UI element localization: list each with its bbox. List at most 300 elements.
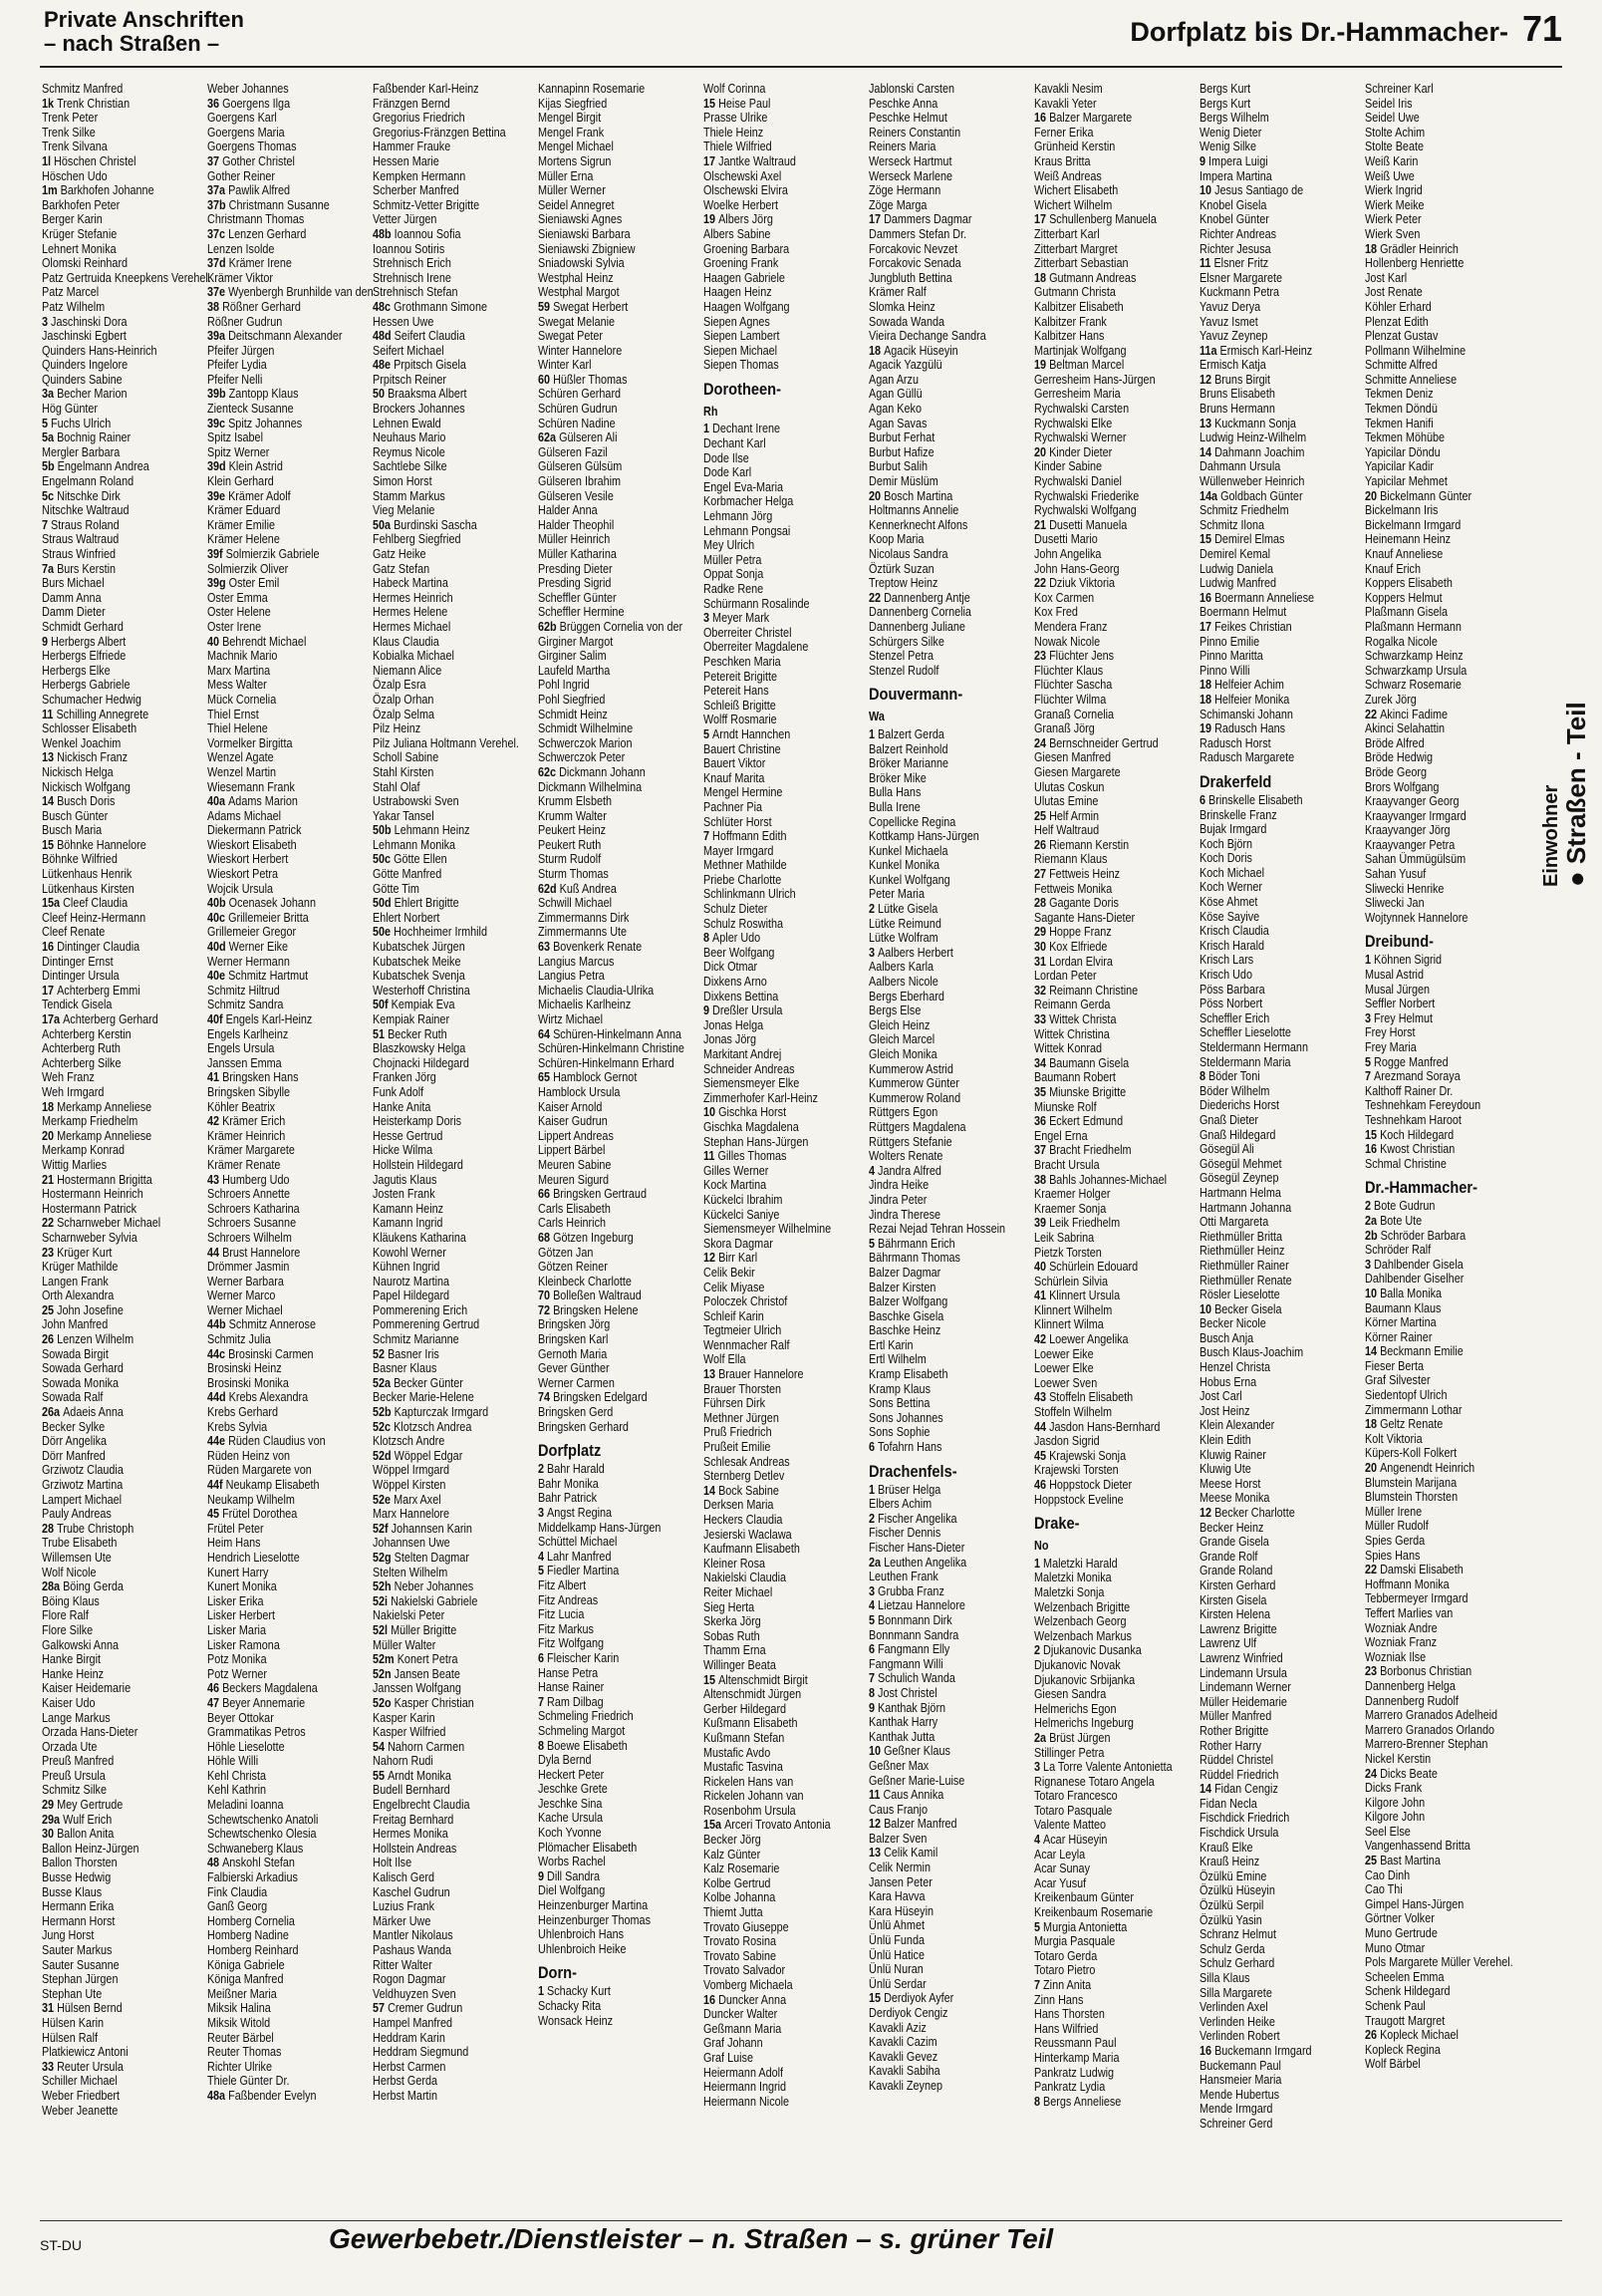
resident-entry: Wolf Corinna	[703, 82, 766, 96]
resident-entry: Schmitz Sandra	[207, 998, 284, 1012]
resident-entry: Merkamp Konrad	[42, 1143, 126, 1158]
resident-entry	[1365, 1199, 1497, 1214]
resident-entry	[373, 518, 505, 533]
resident-entry: Nickisch Helga	[42, 764, 114, 779]
resident-name: Bringsken Helene	[553, 1302, 639, 1317]
resident-entry: Pankratz Lydia	[1034, 2080, 1106, 2095]
resident-name: Trube Christoph	[57, 1521, 134, 1536]
resident-entry: Tekmen Hanifi	[1365, 416, 1434, 430]
resident-entry: Flüchter Sascha	[1034, 678, 1113, 693]
house-number: 18	[1200, 678, 1215, 693]
resident-entry	[1365, 1461, 1497, 1476]
resident-entry: Zimmermann Lothar	[1365, 1402, 1463, 1417]
house-number: 43	[207, 1172, 223, 1187]
resident-name: Basner Iris	[388, 1346, 439, 1361]
resident-entry	[1365, 708, 1497, 722]
house-number: 40	[207, 634, 223, 649]
resident-entry: Carls Heinrich	[538, 1216, 607, 1231]
resident-entry: Kummerow Astrid	[869, 1061, 953, 1076]
resident-entry: Laufeld Martha	[538, 663, 611, 678]
resident-entry: Weiß Karin	[1365, 153, 1419, 168]
resident-entry: Fitz Markus	[538, 1621, 594, 1636]
resident-name: Dahmann Joachim	[1214, 444, 1305, 459]
resident-entry: Murgia Pasquale	[1034, 1934, 1116, 1949]
resident-entry: Homberg Nadine	[207, 1928, 289, 1943]
resident-entry: Kußmann Stefan	[703, 1730, 785, 1745]
resident-entry	[869, 902, 1001, 917]
resident-entry: Müller Heinrich	[538, 532, 611, 547]
resident-entry: Kraayvanger Georg	[1365, 794, 1460, 809]
resident-entry: Kubatschek Meike	[373, 954, 461, 969]
resident-entry	[42, 387, 174, 402]
resident-entry: Schreiner Gerd	[1200, 2116, 1273, 2131]
resident-name: Balzer Margarete	[1049, 111, 1133, 126]
resident-entry: Siepen Agnes	[703, 314, 770, 329]
resident-entry	[703, 829, 836, 844]
resident-name: Bickelmann Günter	[1380, 488, 1472, 503]
resident-entry: Wenzel Martin	[207, 764, 277, 779]
house-number: 52d	[373, 1448, 395, 1463]
resident-entry: Gnaß Hildegard	[1200, 1127, 1276, 1142]
resident-entry: Geßmann Maria	[703, 2021, 782, 2036]
house-number: 52b	[373, 1405, 395, 1420]
resident-entry: Kara Hüseyin	[869, 1903, 934, 1918]
resident-entry: Mey Ulrich	[703, 538, 755, 553]
resident-entry: Köhler Erhard	[1365, 299, 1432, 314]
resident-entry: Zimmermanns Ute	[538, 925, 628, 940]
resident-entry: Haagen Gabriele	[703, 270, 785, 285]
resident-entry: Schroers Annette	[207, 1187, 291, 1202]
resident-name: Kuß Andrea	[559, 881, 617, 896]
resident-entry: Blumstein Marijana	[1365, 1475, 1458, 1490]
resident-entry: Pruß Friedrich	[703, 1425, 772, 1440]
resident-name: Demirel Elmas	[1214, 532, 1285, 547]
resident-entry: Schranz Helmut	[1200, 1927, 1277, 1942]
resident-entry	[42, 1798, 174, 1813]
house-number: 11	[703, 1149, 718, 1164]
resident-entry: Henzel Christa	[1200, 1360, 1271, 1375]
resident-entry: Dannenberg Helga	[1365, 1678, 1456, 1693]
resident-entry: Kehl Christa	[207, 1768, 267, 1783]
resident-entry: Patz Wilhelm	[42, 299, 106, 314]
resident-entry	[207, 794, 340, 809]
resident-name: Kanthak Björn	[878, 1700, 946, 1715]
resident-name: Caus Annika	[883, 1788, 944, 1803]
resident-entry: Gleich Heinz	[869, 1017, 931, 1032]
house-number: 20	[1365, 1461, 1381, 1476]
resident-entry: Zöge Marga	[869, 197, 928, 212]
resident-name: Murgia Antonietta	[1043, 1919, 1128, 1934]
house-number: 57	[373, 2001, 389, 2016]
resident-name: Schüren-Hinkelmann Anna	[553, 1026, 681, 1041]
house-number: 11a	[1200, 343, 1220, 358]
resident-name: Maletzki Harald	[1043, 1556, 1118, 1571]
resident-entry: Prasse Ulrike	[703, 111, 768, 126]
resident-entry: Luzius Frank	[373, 1899, 435, 1914]
resident-entry: Mengel Michael	[538, 140, 614, 154]
resident-entry: Fitz Wolfgang	[538, 1636, 605, 1651]
resident-entry: Bergs Eberhard	[869, 989, 944, 1004]
house-number: 17	[1200, 619, 1215, 634]
resident-entry: Bringsken Gerd	[538, 1405, 614, 1420]
house-number: 13	[869, 1846, 885, 1861]
resident-entry: Schwarz Rosemarie	[1365, 678, 1462, 693]
resident-entry: Halder Theophil	[538, 517, 615, 532]
resident-entry: Wittek Christina	[1034, 1026, 1110, 1041]
resident-entry	[869, 1788, 1001, 1803]
resident-entry: Kunkel Monika	[869, 858, 940, 873]
resident-entry: Engels Ursula	[207, 1041, 275, 1056]
resident-name: Impera Luigi	[1208, 153, 1268, 168]
resident-entry: Hermes Michael	[373, 619, 451, 634]
resident-entry: Müller Katharina	[538, 547, 617, 561]
resident-entry	[1200, 489, 1332, 504]
resident-entry: Prpitsch Reiner	[373, 372, 447, 387]
resident-entry: Kalz Rosemarie	[703, 1862, 780, 1876]
house-number: 52m	[373, 1652, 398, 1667]
resident-name: Brust Hannelore	[222, 1245, 301, 1260]
resident-name: Arezmand Soraya	[1374, 1069, 1461, 1084]
resident-entry: Schmitz Ilona	[1200, 517, 1265, 532]
resident-entry: Sagante Hans-Dieter	[1034, 910, 1136, 925]
resident-entry	[703, 1673, 836, 1688]
resident-entry: Yavuz Derya	[1200, 299, 1261, 314]
resident-name: Altenschmidt Birgit	[718, 1672, 808, 1687]
resident-entry: Derdiyok Cengiz	[869, 2006, 948, 2020]
resident-entry: Dörr Manfred	[42, 1448, 106, 1463]
resident-entry: Tekmen Deniz	[1365, 387, 1434, 402]
resident-entry: Gösegül Zeynep	[1200, 1171, 1279, 1186]
resident-entry: Wolters Renate	[869, 1149, 943, 1164]
resident-entry: Weiß Uwe	[1365, 168, 1415, 183]
resident-name: Heise Paul	[718, 96, 771, 111]
resident-entry: Lippert Andreas	[538, 1128, 614, 1143]
resident-entry	[869, 1164, 1001, 1179]
resident-name: Lahr Manfred	[547, 1549, 612, 1564]
resident-name: Dicks Beate	[1380, 1766, 1438, 1781]
resident-entry	[42, 315, 174, 330]
resident-entry: Schüren-Hinkelmann Erhard	[538, 1055, 674, 1070]
street-heading: Dorotheen-	[703, 379, 781, 399]
resident-entry: Gülseren Vesile	[538, 488, 614, 503]
resident-entry: Bonnmann Sandra	[869, 1627, 959, 1642]
house-number: 2	[1034, 1643, 1044, 1658]
resident-entry	[42, 183, 174, 198]
resident-entry: Thiele Heinz	[703, 125, 764, 140]
house-number: 39a	[207, 329, 229, 344]
header-section-title	[44, 8, 244, 56]
resident-entry: Bauert Christine	[703, 741, 781, 756]
resident-entry	[207, 911, 340, 926]
resident-entry: Scheffler Günter	[538, 590, 617, 605]
resident-entry: Sturm Rudolf	[538, 852, 602, 867]
resident-entry: Plenzat Gustav	[1365, 329, 1439, 344]
resident-entry: Marrero-Brenner Stephan	[1365, 1737, 1488, 1752]
resident-entry: Führsen Dirk	[703, 1396, 766, 1411]
resident-entry: Hollstein Hildegard	[373, 1157, 463, 1172]
resident-entry: Richter Jesusa	[1200, 241, 1271, 256]
resident-entry: Kluwig Ute	[1200, 1462, 1251, 1477]
house-number: 44c	[207, 1346, 229, 1361]
resident-entry: Kuckmann Petra	[1200, 285, 1280, 300]
resident-entry: Schlosser Elisabeth	[42, 721, 137, 736]
resident-entry: Altenschmidt Jürgen	[703, 1687, 802, 1702]
resident-entry: Stillinger Petra	[1034, 1745, 1105, 1760]
resident-entry: Weber Jeanette	[42, 2103, 119, 2118]
resident-name: Brüst Jürgen	[1049, 1730, 1111, 1745]
resident-name: Fleischer Karin	[547, 1650, 620, 1665]
resident-entry: Rüden Heinz von	[207, 1448, 291, 1463]
resident-entry	[1200, 183, 1332, 198]
resident-entry: Thamm Erna	[703, 1643, 766, 1658]
resident-name: Eckert Edmund	[1049, 1114, 1124, 1129]
resident-entry	[1034, 649, 1167, 664]
resident-entry: Blumstein Thorsten	[1365, 1490, 1459, 1505]
resident-entry	[1034, 955, 1167, 970]
house-number: 6	[869, 1642, 879, 1657]
resident-name: Bracht Friedhelm	[1049, 1143, 1132, 1158]
resident-entry: Potz Monika	[207, 1652, 267, 1667]
resident-entry: Flüchter Wilma	[1034, 692, 1107, 707]
resident-entry: Kijas Siegfried	[538, 96, 608, 111]
resident-entry: Meuren Sabine	[538, 1157, 612, 1172]
resident-entry	[373, 2001, 505, 2016]
resident-entry: Pommerening Gertrud	[373, 1317, 480, 1332]
resident-name: Anskohl Stefan	[222, 1856, 295, 1870]
resident-entry: Diekermann Patrick	[207, 823, 302, 838]
resident-entry: Sieniawski Zbigniew	[538, 241, 636, 256]
resident-entry: Strehnisch Erich	[373, 256, 451, 271]
resident-entry: Olschewski Axel	[703, 168, 782, 183]
resident-entry: Yapicilar Mehmet	[1365, 474, 1448, 489]
resident-entry: Frütel Peter	[207, 1521, 264, 1536]
resident-entry: Mengel Frank	[538, 125, 605, 140]
resident-entry: Schreiner Karl	[1365, 82, 1434, 96]
resident-entry: Bulla Irene	[869, 799, 921, 814]
resident-entry: Albers Sabine	[703, 226, 771, 241]
resident-entry: Kraayvanger Petra	[1365, 837, 1456, 852]
resident-entry: Lindemann Ursula	[1200, 1665, 1287, 1680]
resident-name: Hochheimer Irmhild	[394, 925, 487, 940]
resident-entry: Wichert Wilhelm	[1034, 197, 1113, 212]
resident-entry	[1034, 940, 1167, 955]
resident-entry: Fangmann Willi	[869, 1656, 943, 1671]
resident-entry	[1200, 1506, 1332, 1521]
resident-entry: Dintinger Ursula	[42, 969, 120, 984]
resident-entry: Bahr Monika	[538, 1476, 599, 1491]
resident-name: Köhnen Sigrid	[1374, 953, 1443, 968]
resident-entry	[1034, 809, 1167, 824]
resident-name: Swegat Herbert	[553, 299, 629, 314]
resident-entry	[1200, 620, 1332, 635]
resident-entry	[1034, 896, 1167, 911]
resident-entry	[703, 1484, 836, 1499]
house-number: 29	[42, 1798, 58, 1813]
resident-entry: Ulutas Emine	[1034, 794, 1099, 809]
resident-entry: Kanthak Harry	[869, 1715, 938, 1730]
resident-entry: Hamblock Ursula	[538, 1084, 621, 1099]
resident-entry	[1365, 489, 1497, 504]
resident-entry: Ludwig Heinz-Wilhelm	[1200, 430, 1307, 445]
resident-entry: Haagen Wolfgang	[703, 299, 790, 314]
resident-entry: Jaschinski Egbert	[42, 329, 127, 344]
resident-entry: Kanthak Jutta	[869, 1729, 935, 1744]
resident-entry: Sowada Birgit	[42, 1346, 109, 1361]
resident-entry: Wozniak Franz	[1365, 1635, 1438, 1650]
resident-entry: Schulz Gerhard	[1200, 1956, 1275, 1971]
resident-entry: Schenk Hildegard	[1365, 1984, 1451, 1999]
resident-name: Borbonus Christian	[1380, 1664, 1472, 1679]
resident-entry	[703, 611, 836, 626]
resident-entry: Dörr Angelika	[42, 1434, 108, 1449]
resident-entry: Krämer Viktor	[207, 270, 274, 285]
house-number: 13	[1200, 416, 1215, 430]
resident-entry: Peschken Maria	[703, 654, 781, 669]
resident-entry: Uhlenbroich Heike	[538, 1941, 627, 1956]
resident-entry: Fink Claudia	[207, 1884, 268, 1899]
resident-entry: Bringsken Jörg	[538, 1317, 611, 1332]
resident-entry: Beyer Ottokar	[207, 1710, 274, 1725]
street-heading: Drachenfels-	[869, 1461, 957, 1481]
resident-name: Nahorn Carmen	[388, 1739, 465, 1754]
resident-entry: Rychwalski Carsten	[1034, 402, 1130, 417]
house-number: 44e	[207, 1434, 229, 1449]
resident-name: Wittek Christa	[1049, 1012, 1117, 1026]
resident-entry: Stahl Kirsten	[373, 764, 434, 779]
resident-entry: Krisch Udo	[1200, 968, 1252, 983]
resident-entry	[373, 1493, 505, 1508]
resident-entry: Lütke Wolfram	[869, 931, 938, 946]
house-number: 25	[1365, 1854, 1381, 1868]
resident-entry: Fehlberg Siegfried	[373, 532, 461, 547]
house-number: 1l	[42, 153, 55, 168]
resident-entry: Sieniawski Barbara	[538, 226, 631, 241]
resident-entry	[1200, 445, 1332, 460]
resident-entry: Knauf Anneliese	[1365, 547, 1444, 561]
resident-entry: Reuter Thomas	[207, 2045, 282, 2060]
resident-name: Schullenberg Manuela	[1049, 212, 1157, 227]
resident-entry: Balzer Wolfgang	[869, 1294, 948, 1309]
resident-entry: Jindra Peter	[869, 1192, 928, 1207]
house-number: 5	[869, 1236, 879, 1251]
resident-name: Brinskelle Elisabeth	[1208, 792, 1303, 807]
resident-entry: Damm Anna	[42, 590, 102, 605]
resident-entry: Bröde Alfred	[1365, 735, 1425, 750]
resident-entry: Dusetti Mario	[1034, 532, 1098, 547]
resident-entry: Gülseren Gülsüm	[538, 459, 623, 474]
house-number: 55	[373, 1768, 389, 1783]
resident-entry: Riemann Klaus	[1034, 852, 1108, 867]
resident-entry: Hendrich Lieselotte	[207, 1550, 300, 1565]
resident-entry: Lehmann Monika	[373, 837, 456, 852]
resident-entry: Kavakli Yeter	[1034, 96, 1097, 111]
resident-entry: Bickelmann Irmgard	[1365, 517, 1462, 532]
resident-name: Ballon Anita	[57, 1827, 115, 1842]
resident-entry: Orzada Ute	[42, 1739, 98, 1754]
resident-entry	[42, 97, 174, 112]
resident-entry: Köhler Beatrix	[207, 1099, 276, 1114]
street-heading: Dorfplatz	[538, 1441, 602, 1461]
resident-entry: Boermann Helmut	[1200, 605, 1287, 620]
resident-entry: Schmitz-Vetter Brigitte	[373, 197, 480, 212]
resident-entry: Bröker Mike	[869, 770, 927, 785]
resident-entry: Flüchter Klaus	[1034, 663, 1104, 678]
resident-name: Schulich Wanda	[878, 1671, 955, 1686]
house-number: 7	[703, 829, 713, 844]
resident-entry	[1034, 736, 1167, 751]
resident-name: Derdiyok Ayfer	[884, 1991, 954, 2006]
resident-entry: Wüllenweber Heinrich	[1200, 474, 1305, 489]
district-code: Rh	[703, 404, 718, 419]
resident-entry: Hülsen Karin	[42, 2015, 105, 2030]
house-number: 39e	[207, 488, 229, 503]
resident-entry: Elbers Achim	[869, 1497, 933, 1512]
side-tab-label	[1540, 638, 1591, 887]
district-code: No	[1034, 1539, 1049, 1554]
resident-entry	[373, 925, 505, 940]
resident-entry: Mustafic Avdo	[703, 1745, 771, 1760]
resident-entry: Mengel Hermine	[703, 785, 783, 800]
house-number: 6	[869, 1440, 879, 1455]
resident-name: Schacky Kurt	[547, 1984, 611, 1999]
resident-entry: Hobus Erna	[1200, 1374, 1257, 1389]
resident-entry: Özülkü Hüseyin	[1200, 1883, 1275, 1898]
house-number: 4	[869, 1163, 879, 1178]
resident-entry: Mantler Nikolaus	[373, 1928, 453, 1943]
resident-entry: Krumm Walter	[538, 808, 607, 823]
house-number: 10	[1200, 183, 1215, 198]
resident-entry	[207, 387, 340, 402]
resident-entry: Hanse Rainer	[538, 1680, 605, 1695]
resident-entry	[42, 1100, 174, 1115]
resident-entry	[703, 1367, 836, 1382]
resident-name: Radusch Hans	[1214, 721, 1286, 736]
resident-entry: Krebs Sylvia	[207, 1419, 268, 1434]
house-number: 22	[1365, 1563, 1381, 1578]
resident-entry: Willemsen Ute	[42, 1550, 112, 1565]
resident-entry: Jung Horst	[42, 1928, 95, 1943]
resident-entry: Scheffler Erich	[1200, 1010, 1270, 1025]
house-number: 9	[538, 1868, 548, 1883]
resident-entry: Ünlü Nuran	[869, 1962, 924, 1977]
resident-name: Faßbender Evelyn	[228, 2088, 317, 2103]
resident-entry: Schmidt Gerhard	[42, 619, 124, 634]
resident-entry: Kolbe Gertrud	[703, 1875, 771, 1890]
resident-entry: Hülsen Ralf	[42, 2030, 98, 2045]
resident-name: Trenk Christian	[57, 96, 131, 111]
resident-entry	[42, 838, 174, 853]
resident-entry: Hög Günter	[42, 402, 98, 417]
house-number: 18	[1365, 1417, 1381, 1432]
resident-entry: Herbst Carmen	[373, 2059, 446, 2074]
resident-entry: Winter Hannelore	[538, 343, 623, 358]
resident-entry: Heinzenburger Martina	[538, 1898, 649, 1913]
resident-entry: Vomberg Michaela	[703, 1978, 793, 1992]
house-number: 9	[42, 634, 52, 649]
house-number: 12	[1200, 1506, 1215, 1520]
resident-entry: Heinzenburger Thomas	[538, 1912, 651, 1927]
resident-entry: Kalbitzer Frank	[1034, 314, 1107, 329]
resident-entry	[1034, 1449, 1167, 1464]
resident-entry: Totaro Pasquale	[1034, 1803, 1113, 1818]
resident-entry: Ludwig Daniela	[1200, 561, 1274, 576]
resident-name: Becker Ruth	[388, 1026, 447, 1041]
house-number: 5b	[42, 459, 58, 474]
house-number: 70	[538, 1289, 554, 1303]
resident-entry: Trenk Silke	[42, 125, 96, 140]
resident-entry: Brors Wolfgang	[1365, 779, 1440, 794]
house-number: 50	[373, 387, 389, 402]
